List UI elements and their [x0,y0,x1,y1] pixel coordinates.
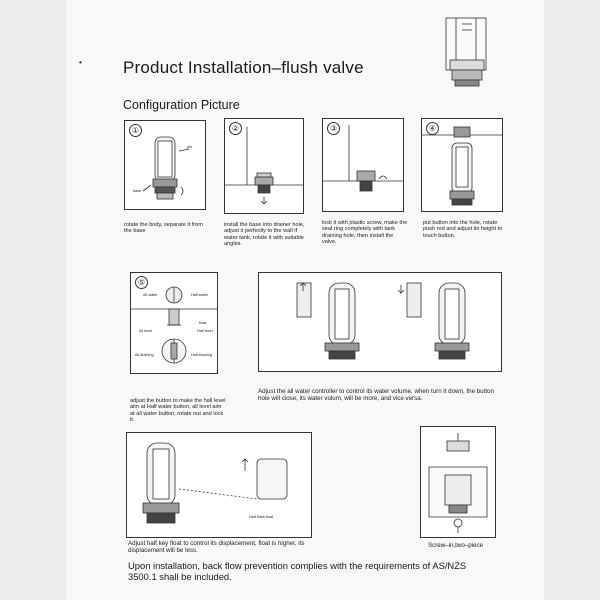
half-level-label: Half level [197,329,213,333]
all-level-label: All level [139,329,153,333]
step-3-figure [322,118,404,212]
step-3-caption: lock it with plastic screw, make the seal ring completely with tank draining hole, then install the valve. [322,220,408,246]
step-2-caption: install the base into drainer hole, adjust it perfectly to the wall if water tank, rotate it with suitable angles. [224,222,305,248]
page-title: Product Installation–flush valve [123,58,364,77]
half-water-label: Half water [191,293,209,297]
step-5-number: ⑤ [135,276,148,289]
step-1-figure [124,120,206,210]
half-key-float-figure [126,432,312,538]
screw-in-figure [420,426,496,538]
water-controller-caption: Adjust the all water controller to control its water volume. when turn it down, the button hole will close, its water volum, will be more, and vice versa. [258,388,494,402]
step-2-figure [224,118,304,214]
step-4-number: ④ [426,122,439,135]
step-5-caption: adjust the button to make the hall level aim at Half water button, all level aim at all water button, rotate nut and lock it. [130,398,226,424]
screw-in-caption: Screw–in,two–piece [428,542,484,549]
float-label: float [199,321,207,325]
water-controller-figure [258,272,502,372]
step-5-figure [130,272,218,374]
base-label: base [133,189,142,193]
step-4-figure [421,118,503,212]
pin-label: pin [187,145,193,149]
step-1-number: ① [129,124,142,137]
bullet-mark: • [79,58,82,67]
footer-note: Upon installation, back flow prevention complies with the requirements of AS/NZS 3500.1 shall be included. [128,560,467,582]
step-1-caption: rotate the body, separate it from the base [124,222,203,235]
step-2-number: ② [229,122,242,135]
half-flushing-label: Half-flushing [191,353,213,357]
all-flushing-label: All-flushing [135,353,154,357]
section-title: Configuration Picture [123,98,240,112]
half-flush-float-label: Half flush float [249,515,274,519]
step-4-caption: put button into the hole, rotate push rod and adjust its height to touch button. [423,220,503,239]
all-water-label: All water [143,293,158,297]
half-key-float-caption: Adjust half key float to control its displacement, float is higher, its displacement will be less. [128,540,305,554]
step-3-number: ③ [327,122,340,135]
